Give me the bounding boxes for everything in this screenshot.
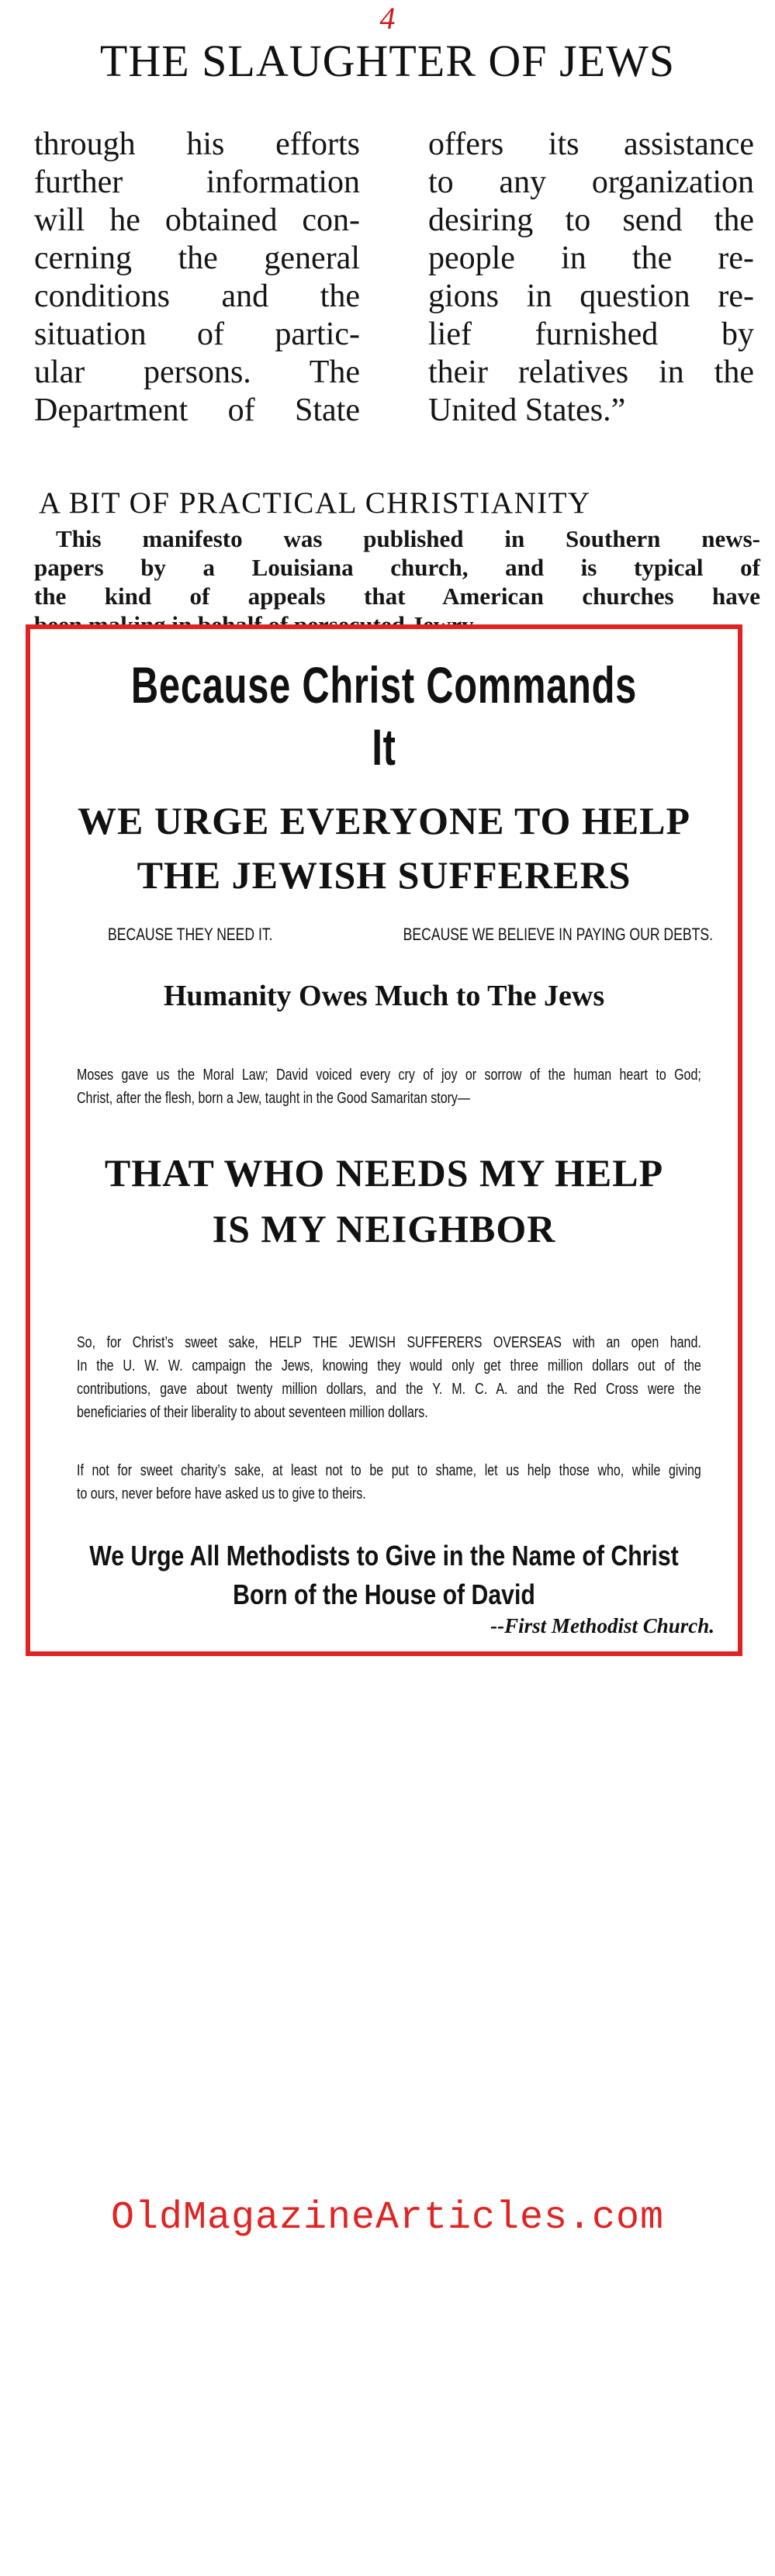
- text-line: So, for Christ’s sweet sake, HELP THE JEWISH SUFFERERS OVERSEAS with an open hand.: [77, 1334, 701, 1351]
- ad-signature: --First Methodist Church.: [490, 1614, 714, 1637]
- text-line: the kind of appeals that American churches have: [34, 583, 760, 610]
- ad-so-paragraph: [77, 1331, 701, 1424]
- ad-owes-heading: Humanity Owes Much to The Jews: [163, 980, 605, 1012]
- column-left: [34, 126, 360, 430]
- text-line: This manifesto was published in Southern news-: [56, 525, 760, 552]
- text-line: If not for sweet charity’s sake, at least not to be put to shame, let us help those who, while giving: [77, 1462, 701, 1479]
- text-line: gions in question re-: [428, 278, 754, 314]
- text-line: lief furnished by: [428, 316, 754, 352]
- text-line: We Urge All Methodists to Give in the Name of Christ: [89, 1540, 679, 1572]
- text-line: will he obtained con-: [34, 202, 360, 238]
- text-line: Department of State: [34, 392, 360, 428]
- because-right: BECAUSE WE BELIEVE IN PAYING OUR DEBTS.: [403, 925, 713, 944]
- text-line: further information: [34, 164, 360, 200]
- text-line: conditions and the: [34, 278, 360, 314]
- page-number: 4: [379, 1, 396, 36]
- watermark: OldMagazineArticles.com: [110, 2196, 665, 2240]
- text-line: In the U. W. W. campaign the Jews, knowing they would only get three million dollars out of the: [77, 1357, 701, 1374]
- ad-moses-paragraph: [77, 1063, 701, 1110]
- text-line: WE URGE EVERYONE TO HELP: [78, 799, 690, 842]
- text-line: THAT WHO NEEDS MY HELP: [104, 1151, 664, 1195]
- ad-neighbor-heading: [30, 1145, 738, 1257]
- text-line: cerning the general: [34, 240, 360, 276]
- text-line: IS MY NEIGHBOR: [212, 1207, 556, 1250]
- text-line: their relatives in the: [428, 354, 754, 390]
- text-line: contributions, gave about twenty million dollars, and the Y. M. C. A. and the Red Cross were the: [77, 1381, 701, 1398]
- text-line: to any organization: [428, 164, 754, 200]
- intro-paragraph: [34, 524, 760, 639]
- headline: THE SLAUGHTER OF JEWS: [99, 36, 676, 86]
- text-line: papers by a Louisiana church, and is typical of: [34, 554, 760, 581]
- text-line: offers its assistance: [428, 126, 754, 162]
- column-right: [428, 126, 754, 430]
- text-line: desiring to send the: [428, 202, 754, 238]
- ad-ifnot-paragraph: [77, 1459, 701, 1506]
- because-left: BECAUSE THEY NEED IT.: [108, 925, 273, 944]
- text-line: through his efforts: [34, 126, 360, 162]
- ad-title: Because Christ Commands It: [130, 656, 638, 776]
- text-line: beneficiaries of their liberality to about seventeen million dollars.: [77, 1404, 428, 1421]
- ad-methodists-heading: [87, 1537, 681, 1614]
- text-line: ular persons. The: [34, 354, 360, 390]
- text-line: THE JEWISH SUFFERERS: [137, 853, 631, 897]
- subhead: A BIT OF PRACTICAL CHRISTIANITY: [39, 486, 591, 520]
- text-line: Moses gave us the Moral Law; David voiced every cry of joy or sorrow of the human heart to God;: [77, 1067, 701, 1084]
- ad-urge-heading: [30, 794, 738, 902]
- text-line: people in the re-: [428, 240, 754, 276]
- text-line: Christ, after the flesh, born a Jew, taught in the Good Samaritan story—: [77, 1090, 470, 1107]
- text-line: situation of partic-: [34, 316, 360, 352]
- text-line: Born of the House of David: [233, 1578, 535, 1610]
- text-line: to ours, never before have asked us to give to theirs.: [77, 1485, 366, 1502]
- text-line: United States.”: [428, 392, 626, 428]
- advertisement-box: [26, 624, 742, 1656]
- ad-because-row: [108, 924, 713, 946]
